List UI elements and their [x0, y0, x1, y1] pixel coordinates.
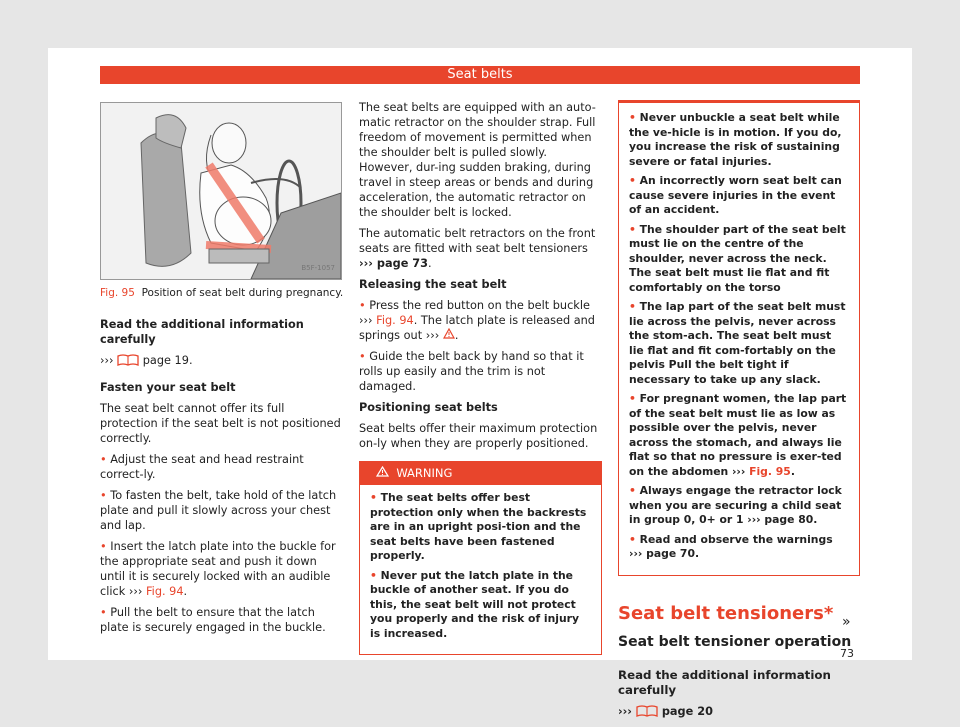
- bullet-text: Adjust the seat and head restraint correct-ly.: [100, 453, 304, 481]
- list-item: [370, 569, 591, 642]
- page80-link[interactable]: ››› page 80: [747, 513, 814, 526]
- warning-box: [359, 461, 602, 655]
- ref-arrows: ›››: [618, 704, 632, 718]
- releasing-heading: Releasing the seat belt: [359, 278, 507, 291]
- retractor-paragraph: The seat belts are equipped with an auto-matic retractor on the shoulder strap. Full freedom of movement is permitted when the shoulder belt is pulled slowly. However, dur-ing sudden braking, during travel in steep areas or bends and during acceleration, the automatic retractor on the shoulder belt is locked.: [359, 101, 596, 219]
- pregnant-driver-illustration: [101, 103, 341, 279]
- figure-pregnancy-seat-belt: [100, 102, 342, 280]
- bullet-icon: •: [629, 484, 640, 497]
- warning-text: For pregnant women, the lap part of the seat belt must lie as low as possible over the pelvis, never across the stomach, and always lie flat so that no pressure is exer-ted on the abdomen: [629, 392, 847, 478]
- warning-text: Always engage the retractor lock when you are securing a child seat in group 0, 0+ or 1: [629, 484, 842, 526]
- bullet-icon: •: [100, 489, 111, 502]
- list-item: • For pregnant women, the lap part of the seat belt must lie as low as possible over the pelvis, never across the stomach, and always lie flat so that no pressure is exer-ted on the abdomen ››› Fig. 95.: [629, 392, 847, 478]
- fig94-link[interactable]: Fig. 94: [146, 585, 184, 598]
- ref-arrows: ›››: [100, 354, 114, 367]
- bullet-icon: •: [100, 540, 111, 553]
- ref-arrows: ›››: [425, 329, 440, 342]
- ref-arrows: ›››: [359, 314, 373, 327]
- bullet-icon: •: [629, 222, 640, 236]
- ref-arrows: ›››: [128, 585, 143, 598]
- warning-text: Read and observe the warnings: [639, 532, 833, 546]
- list-item: [629, 111, 849, 169]
- bullet-icon: •: [629, 392, 640, 405]
- list-item: • Insert the latch plate into the buckle for the appropriate seat and push it down until it is securely locked with an audible click ››› Fig. 94.: [100, 540, 336, 598]
- intro-ref-link[interactable]: page 19: [142, 354, 189, 367]
- read-heading: Read the additional information carefully: [618, 667, 831, 697]
- list-item: • Always engage the retractor lock when you are securing a child seat in group 0, 0+ or 1 ››› page 80.: [629, 484, 842, 526]
- tensioner-paragraph: The automatic belt retractors on the front seats are fitted with seat belt tensioners ››› page 73.: [359, 227, 596, 270]
- read-ref-line: [618, 704, 860, 721]
- bullet-text: Press the red button on the belt buckle: [369, 299, 590, 312]
- subsection-title: Seat belt tensioner operation: [618, 633, 852, 650]
- list-item: • Read and observe the warnings ››› page 70.: [629, 532, 833, 560]
- bullet-icon: •: [359, 350, 370, 363]
- figure-label: Fig. 95: [100, 287, 135, 299]
- list-item: [359, 349, 602, 394]
- list-item: [100, 488, 344, 533]
- continue-mark: »: [842, 614, 851, 630]
- list-item: [629, 300, 849, 387]
- positioning-heading: Positioning seat belts: [359, 401, 498, 414]
- warning-text: An incorrectly worn seat belt can cause severe injuries in the event of an accident.: [629, 174, 842, 216]
- list-item: [629, 223, 849, 296]
- bullet-icon: •: [100, 606, 111, 619]
- bullet-icon: •: [370, 568, 381, 582]
- fig95-link[interactable]: Fig. 95: [749, 464, 791, 478]
- book-icon: [636, 705, 658, 721]
- warning-label: WARNING: [396, 466, 453, 480]
- section-title: Seat belt tensioners*: [618, 602, 834, 624]
- warning-text: The seat belts offer best protection only when the backrests are in an upright posi-tion and the seat belts have been fastened properly.: [370, 491, 587, 562]
- list-item: [100, 452, 344, 482]
- warning-text: The shoulder part of the seat belt must lie on the centre of the shoulder, never across the neck. The seat belt must lie flat and fit comfortably on the torso: [629, 222, 846, 294]
- ref-arrows: ›››: [731, 464, 746, 478]
- bullet-icon: •: [629, 111, 640, 124]
- fasten-text: The seat belt cannot offer its full protection if the seat belt is not positioned correctly.: [100, 402, 341, 445]
- intro-ref-line: ››› page 19.: [100, 353, 344, 370]
- page20-link[interactable]: page 20: [661, 704, 713, 718]
- page73-link[interactable]: ››› page 73: [359, 257, 429, 270]
- list-item: [370, 491, 591, 564]
- column-middle: [359, 100, 602, 655]
- warning-icon: [376, 466, 389, 480]
- figure-code: B5F-1057: [301, 264, 335, 272]
- bullet-text: To fasten the belt, take hold of the latch plate and pull it slowly across your chest and lap.: [100, 489, 337, 532]
- warning-text: Never unbuckle a seat belt while the ve-hicle is in motion. If you do, you increase the risk of sustaining severe or fatal injuries.: [629, 111, 842, 168]
- figure-caption: [100, 286, 344, 301]
- list-item: • Press the red button on the belt buckle ››› Fig. 94. The latch plate is released and springs out ››› .: [359, 299, 595, 342]
- bullet-text: . The latch plate is released and springs out: [359, 314, 595, 342]
- positioning-text: Seat belts offer their maximum protection on-ly when they are properly positioned.: [359, 422, 598, 450]
- bullet-icon: •: [629, 532, 640, 546]
- bullet-text: Pull the belt to ensure that the latch plate is securely engaged in the buckle.: [100, 606, 326, 634]
- bullet-icon: •: [100, 453, 111, 466]
- fig94-link[interactable]: Fig. 94: [376, 314, 414, 327]
- intro-heading: Read the additional information carefully: [100, 318, 304, 346]
- bullet-text: Insert the latch plate into the buckle for the appropriate seat and push it down until it is securely locked with an audible click: [100, 540, 336, 598]
- bullet-text: Guide the belt back by hand so that it rolls up easily and the trim is not damaged.: [359, 350, 584, 393]
- book-icon: [117, 354, 139, 370]
- chapter-header: Seat belts: [100, 66, 860, 84]
- column-left: [100, 102, 344, 641]
- bullet-icon: •: [629, 300, 640, 313]
- warning-text: The lap part of the seat belt must lie across the pelvis, never across the stom-ach. The seat belt must lie flat and fit com-fortably on the pelvis Pull the belt tight if necessary to take up any slack.: [629, 300, 846, 386]
- warning-continued-box: [618, 100, 860, 576]
- figure-caption-text: Position of seat belt during pregnancy.: [141, 287, 344, 299]
- bullet-icon: •: [370, 491, 381, 504]
- warning-body: [360, 485, 601, 654]
- warning-header: [360, 461, 601, 485]
- list-item: [629, 174, 849, 218]
- list-item: [100, 605, 344, 635]
- fasten-heading: Fasten your seat belt: [100, 381, 236, 394]
- bullet-icon: •: [629, 174, 640, 187]
- tensioner-text: The automatic belt retractors on the front seats are fitted with seat belt tensioners: [359, 227, 596, 255]
- page-number: 73: [840, 647, 854, 660]
- page70-link[interactable]: ››› page 70: [629, 547, 695, 560]
- warning-icon[interactable]: [443, 329, 455, 342]
- column-right: [618, 100, 860, 727]
- warning-text: Never put the latch plate in the buckle of another seat. If you do this, the seat belt will not protect you properly and the risk of injury is increased.: [370, 568, 580, 640]
- bullet-icon: •: [359, 299, 370, 312]
